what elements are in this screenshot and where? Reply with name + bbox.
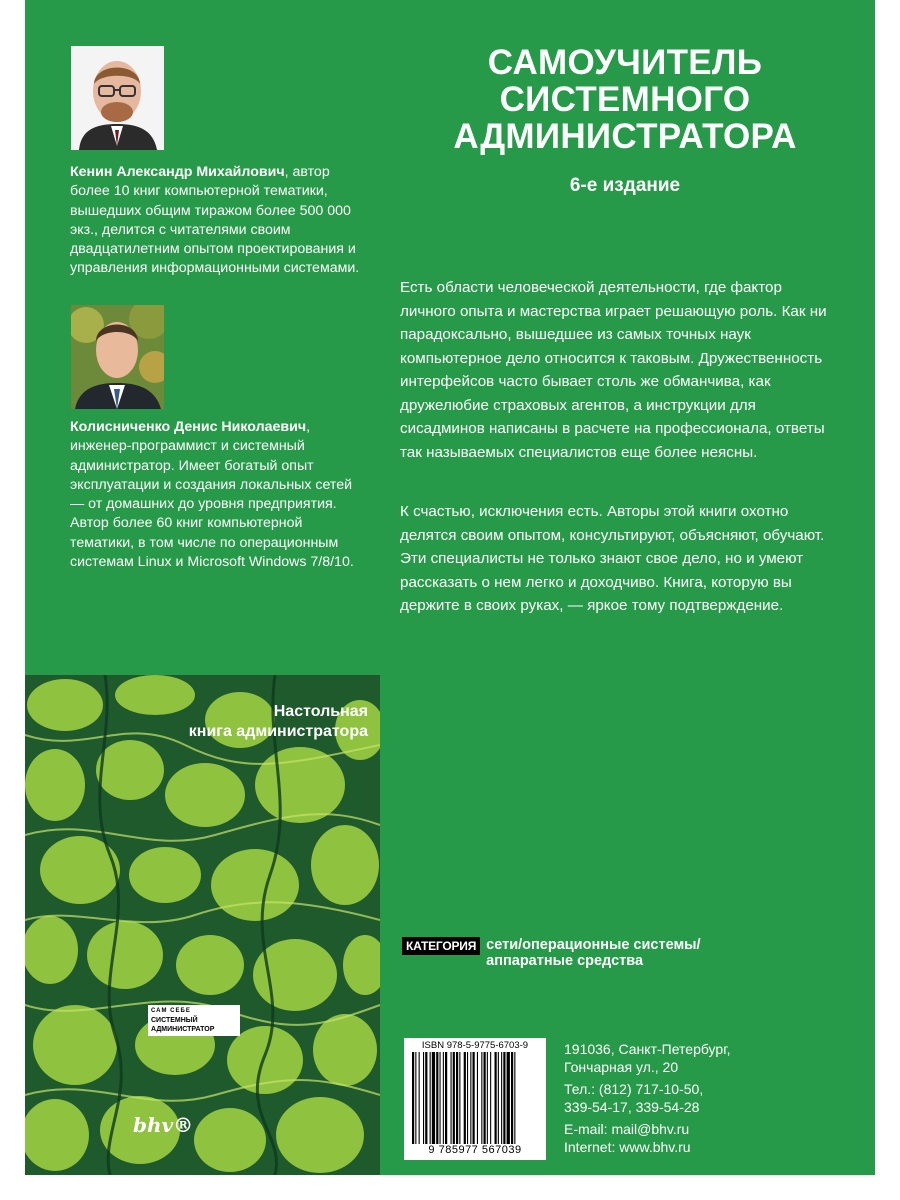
series-logo [148,1005,240,1036]
barcode-bar [453,1052,455,1144]
marbled-art-panel [25,675,380,1175]
barcode-bar [511,1052,513,1144]
barcode-bar [467,1052,468,1144]
barcode-bar [425,1052,427,1144]
barcode-digits: 9 785977 567039 [428,1144,522,1156]
barcode-bar [507,1052,510,1144]
barcode-bar [473,1052,475,1144]
title-line-1: САМОУЧИТЕЛЬ [487,43,763,82]
barcode-bar [443,1052,444,1144]
title-line-3: АДМИНИСТРАТОРА [453,117,797,156]
barcode-bar [514,1052,515,1144]
barcode-bar [477,1052,478,1144]
publisher-logo: bhv® [133,1113,194,1137]
barcode-bar [436,1052,438,1144]
barcode-bar [498,1052,499,1144]
barcode-bar [503,1052,505,1144]
internet-line: Internet: www.bhv.ru [564,1139,691,1155]
address-line-2: Гончарная ул., 20 [564,1059,679,1075]
series-logo-line-1: СИСТЕМНЫЙ [151,1017,198,1024]
barcode-bar [470,1052,471,1144]
author-bio-text-kolisnichenko: , инженер-программист и системный администратор. Имеет богатый опыт эксплуатации и создания локальных сетей — от домашних до уровня предприятия. Автор более 60 книг компьютерной тематики, в том числе по операционным системам Linux и Microsoft Windows 7/8/10. [70,419,354,571]
publisher-contacts [564,1040,730,1156]
author-bio-kenin [70,163,370,279]
barcode-bar [432,1052,435,1144]
description-paragraph-1: Есть области человеческой деятельности, где фактор личного опыта и мастерства играет решающую роль. Как ни парадоксально, вышедшее из самых точных наук компьютерное дело относится к таковым. Дружественность интерфейсов часто бывает столь же обманчива, как дружелюбие страховых агентов, а инструкции для сисадминов написаны в расчете на профессионала, ответы так называемых специалистов еще более неясны. [400,279,827,461]
barcode-bar [490,1052,491,1144]
author-name-kolisnichenko: Колисниченко Денис Николаевич [70,419,307,435]
series-logo-top: САМ СЕБЕ [151,1008,191,1014]
barcode-bar [419,1052,420,1144]
isbn-text: ISBN 978-5-9775-6703-9 [421,1040,529,1051]
author-photo-kolisnichenko [71,305,164,409]
back-cover [25,0,875,1175]
author-photo-kenin [71,46,164,150]
barcode-bar [456,1052,458,1144]
series-title [189,702,368,742]
barcode-bar [495,1052,497,1144]
book-title [393,44,857,155]
barcode-bar [430,1052,431,1144]
series-title-line-2: книга администратора [188,723,368,740]
title-line-2: СИСТЕМНОГО [499,80,751,119]
marble-pattern [25,675,380,1175]
author-bio-kolisnichenko [70,418,370,572]
address-line-1: 191036, Санкт-Петербург, [564,1041,731,1057]
category-value [486,937,700,969]
barcode-bar [423,1052,424,1144]
category [402,937,701,969]
barcode-bar [481,1052,482,1144]
category-line-1: сети/операционные системы/ [486,937,701,953]
phone-line-1: Тел.: (812) 717-10-50, [564,1081,704,1097]
category-line-2: аппаратные средства [486,953,644,969]
author-name-kenin: Кенин Александр Михайлович [70,164,285,180]
isbn-barcode [404,1038,546,1160]
barcode-bar [484,1052,486,1144]
barcode-bar [412,1052,414,1144]
description-paragraph-2: К счастью, исключения есть. Авторы этой книги охотно делятся своим опытом, консультируют, объясняют, обучают. Эти специалисты не только знают свое дело, но и умеют рассказать о нем легко и доходчиво. Книга, которую вы держите в своих руках, — яркое тому подтверждение. [400,503,825,614]
barcode-bar [415,1052,416,1144]
series-logo-line-2: АДМИНИСТРАТОР [151,1026,215,1033]
barcode-bar [487,1052,488,1144]
barcode-bar [501,1052,502,1144]
category-label: КАТЕГОРИЯ [402,937,480,955]
series-title-line-1: Настольная [273,703,368,720]
edition: 6-е издание [569,175,681,196]
email-line: E-mail: mail@bhv.ru [564,1121,690,1137]
barcode-bar [464,1052,466,1144]
phone-line-2: 339-54-17, 339-54-28 [564,1099,700,1115]
barcode-bar [445,1052,447,1144]
barcode-bars [412,1052,538,1144]
author-bio-text-kenin: , автор более 10 книг компьютерной тематики, вышедших общим тиражом более 500 000 экз., делится с читателями своим двадцатилетним опытом проектирования и управления информационными системами. [70,164,360,277]
barcode-bar [451,1052,452,1144]
barcode-bar [459,1052,460,1144]
barcode-bar [440,1052,441,1144]
